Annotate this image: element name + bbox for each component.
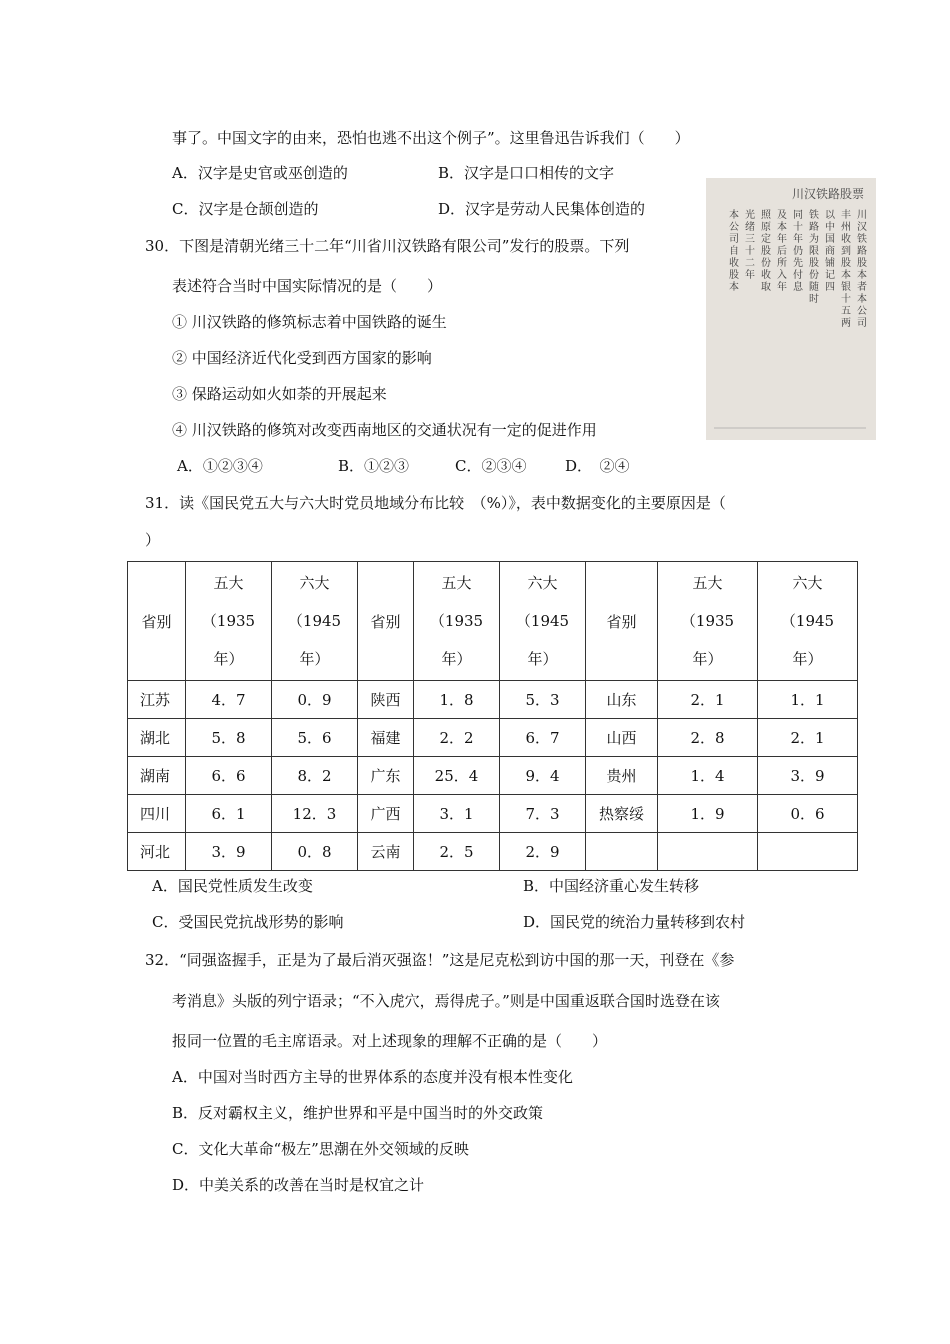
stamp-character: 司 (857, 318, 867, 329)
party-member-distribution-table (127, 561, 858, 871)
q30-stem-line1: 30．下图是清朝光绪三十二年“川省川汉铁路有限公司”发行的股票。下列 (145, 237, 630, 255)
stamp-character: 两 (841, 318, 851, 329)
stamp-character: 同 (793, 210, 803, 221)
stamp-character: 公 (729, 222, 739, 233)
stamp-character: 者 (857, 282, 867, 293)
table-cell: 2．5 (414, 833, 500, 871)
stamp-character: 股 (761, 246, 771, 257)
q31-stem: 31．读《国民党五大与六大时党员地域分布比较 （%）》，表中数据变化的主要原因是（ (145, 494, 726, 512)
table-cell: 8．2 (272, 757, 358, 795)
q30-item-3: ③ 保路运动如火如荼的开展起来 (172, 385, 387, 403)
table-cell: 湖南 (128, 757, 186, 795)
stamp-character: 本 (729, 210, 739, 221)
table-cell: 云南 (358, 833, 414, 871)
stamp-character: 到 (841, 246, 851, 257)
table-cell: 6．7 (500, 719, 586, 757)
stamp-character: 收 (761, 270, 771, 281)
table-cell: 6．1 (186, 795, 272, 833)
table-cell: 3．9 (186, 833, 272, 871)
stamp-character: 路 (857, 246, 867, 257)
q30-item-4: ④ 川汉铁路的修筑对改变西南地区的交通状况有一定的促进作用 (172, 421, 597, 439)
table-cell: 贵州 (586, 757, 658, 795)
table-cell: 1．4 (658, 757, 758, 795)
stamp-character: 收 (729, 258, 739, 269)
stamp-character: 限 (809, 246, 819, 257)
table-row (128, 757, 858, 795)
table-cell: 0．6 (758, 795, 858, 833)
q31-option-a[interactable]: A．国民党性质发生改变 (152, 877, 313, 895)
stamp-character: 本 (857, 270, 867, 281)
table-cell: 6．6 (186, 757, 272, 795)
table-cell: 25．4 (414, 757, 500, 795)
stamp-character: 定 (761, 234, 771, 245)
table-cell: 河北 (128, 833, 186, 871)
header-liuda: 六大 （1945 年） (272, 562, 358, 681)
stamp-character: 股 (809, 258, 819, 269)
stamp-character: 取 (761, 282, 771, 293)
table-cell: 湖北 (128, 719, 186, 757)
table-row (128, 719, 858, 757)
stamp-character: 收 (841, 234, 851, 245)
stamp-character: 绪 (745, 222, 755, 233)
stamp-character: 国 (825, 234, 835, 245)
stamp-character: 四 (825, 282, 835, 293)
table-cell: 7．3 (500, 795, 586, 833)
stamp-character: 自 (729, 246, 739, 257)
header-province: 省别 (128, 562, 186, 681)
q29-option-b[interactable]: B．汉字是口口相传的文字 (438, 164, 615, 182)
stamp-character: 所 (777, 258, 787, 269)
table-row (128, 795, 858, 833)
stamp-character: 年 (777, 282, 787, 293)
header-liuda: 六大 （1945 年） (758, 562, 858, 681)
stamp-character: 记 (825, 270, 835, 281)
q32-option-a[interactable]: A．中国对当时西方主导的世界体系的态度并没有根本性变化 (172, 1068, 573, 1086)
table-cell: 12．3 (272, 795, 358, 833)
table-header-row (128, 562, 858, 681)
stamp-character: 为 (809, 234, 819, 245)
q30-option-b[interactable]: B．①②③ (338, 457, 410, 475)
q30-option-a[interactable]: A．①②③④ (177, 457, 263, 475)
table-cell: 2．1 (658, 681, 758, 719)
table-cell: 0．8 (272, 833, 358, 871)
q32-stem-line2: 考消息》头版的列宁语录；“不入虎穴，焉得虎子。”则是中国重返联合国时选登在该 (172, 992, 720, 1010)
q30-option-c[interactable]: C．②③④ (455, 457, 527, 475)
stamp-character: 时 (809, 294, 819, 305)
stamp-character: 司 (729, 234, 739, 245)
stamp-character: 年 (777, 234, 787, 245)
table-row (128, 833, 858, 871)
stamp-character: 份 (809, 270, 819, 281)
table-cell: 2．8 (658, 719, 758, 757)
stamp-character: 息 (793, 282, 803, 293)
table-cell: 广东 (358, 757, 414, 795)
stamp-character: 川 (857, 210, 867, 221)
q29-option-d[interactable]: D．汉字是劳动人民集体创造的 (438, 200, 646, 218)
stamp-character: 本 (857, 294, 867, 305)
table-cell: 5．8 (186, 719, 272, 757)
stamp-character: 份 (761, 258, 771, 269)
table-cell: 3．1 (414, 795, 500, 833)
table-cell: 5．6 (272, 719, 358, 757)
stamp-character: 五 (841, 306, 851, 317)
table-cell: 4．7 (186, 681, 272, 719)
q32-stem-line3: 报同一位置的毛主席语录。对上述现象的理解不正确的是（ ） (172, 1032, 608, 1050)
stamp-character: 十 (841, 294, 851, 305)
table-cell: 四川 (128, 795, 186, 833)
q31-stem-tail: ） (145, 531, 161, 549)
q31-option-b[interactable]: B．中国经济重心发生转移 (523, 877, 700, 895)
stamp-title: 川汉铁路股票 (791, 187, 864, 201)
stamp-character: 以 (825, 210, 835, 221)
stamp-character: 付 (793, 270, 803, 281)
header-province: 省别 (586, 562, 658, 681)
stamp-character: 中 (825, 222, 835, 233)
q32-option-c[interactable]: C．文化大革命“极左”思潮在外交领域的反映 (172, 1140, 469, 1158)
stamp-character: 本 (729, 282, 739, 293)
stamp-character: 汉 (857, 222, 867, 233)
q30-stem-line2: 表述符合当时中国实际情况的是（ ） (172, 277, 443, 295)
table-cell: 江苏 (128, 681, 186, 719)
table-cell: 广西 (358, 795, 414, 833)
table-cell: 山东 (586, 681, 658, 719)
q31-option-c[interactable]: C．受国民党抗战形势的影响 (152, 913, 344, 931)
table-cell: 0．9 (272, 681, 358, 719)
stamp-character: 仍 (793, 246, 803, 257)
stamp-character: 股 (857, 258, 867, 269)
table-cell: 2．9 (500, 833, 586, 871)
stamp-character: 股 (841, 258, 851, 269)
table-cell: 1．8 (414, 681, 500, 719)
stamp-character: 年 (745, 270, 755, 281)
stamp-character: 铺 (825, 258, 835, 269)
stamp-character: 股 (729, 270, 739, 281)
stamp-character: 州 (841, 222, 851, 233)
stamp-character: 三 (745, 234, 755, 245)
stamp-character: 十 (793, 222, 803, 233)
railway-stock-certificate-image (706, 178, 876, 440)
q29-option-a[interactable]: A．汉字是史官或巫创造的 (172, 164, 348, 182)
q29-stem-tail: 事了。中国文字的由来，恐怕也逃不出这个例子”。这里鲁迅告诉我们（ ） (172, 129, 690, 147)
stamp-character: 铁 (809, 210, 819, 221)
stamp-character: 光 (745, 210, 755, 221)
table-cell (586, 833, 658, 871)
header-wuda: 五大 （1935 年） (658, 562, 758, 681)
q30-item-1: ① 川汉铁路的修筑标志着中国铁路的诞生 (172, 313, 447, 331)
stamp-character: 及 (777, 210, 787, 221)
stamp-character: 原 (761, 222, 771, 233)
header-wuda: 五大 （1935 年） (414, 562, 500, 681)
header-wuda: 五大 （1935 年） (186, 562, 272, 681)
stamp-character: 丰 (841, 210, 851, 221)
stamp-character: 十 (745, 246, 755, 257)
stamp-character: 商 (825, 246, 835, 257)
q32-option-d[interactable]: D．中美关系的改善在当时是权宜之计 (172, 1176, 425, 1194)
q31-option-d[interactable]: D．国民党的统治力量转移到农村 (523, 913, 746, 931)
stamp-character: 二 (745, 258, 755, 269)
stamp-character: 路 (809, 222, 819, 233)
q30-item-2: ② 中国经济近代化受到西方国家的影响 (172, 349, 432, 367)
header-liuda: 六大 （1945 年） (500, 562, 586, 681)
q30-option-d[interactable]: D． ②④ (565, 457, 630, 475)
header-province: 省别 (358, 562, 414, 681)
q32-stem-line1: 32．“同强盗握手，正是为了最后消灭强盗！”这是尼克松到访中国的那一天，刊登在《参 (145, 951, 735, 969)
stock-certificate-drawing (706, 178, 876, 440)
stamp-character: 随 (809, 282, 819, 293)
table-cell: 福建 (358, 719, 414, 757)
table-cell: 2．1 (758, 719, 858, 757)
table-cell (658, 833, 758, 871)
stamp-character: 照 (761, 210, 771, 221)
q29-option-c[interactable]: C．汉字是仓颉创造的 (172, 200, 319, 218)
stamp-character: 铁 (857, 234, 867, 245)
stamp-character: 年 (793, 234, 803, 245)
stamp-character: 本 (777, 222, 787, 233)
stamp-character: 本 (841, 270, 851, 281)
table-cell (758, 833, 858, 871)
stamp-character: 后 (777, 246, 787, 257)
stamp-character: 先 (793, 258, 803, 269)
table-cell: 9．4 (500, 757, 586, 795)
table-cell: 热察绥 (586, 795, 658, 833)
table-cell: 2．2 (414, 719, 500, 757)
table-row (128, 681, 858, 719)
q32-option-b[interactable]: B．反对霸权主义，维护世界和平是中国当时的外交政策 (172, 1104, 544, 1122)
table-cell: 1．1 (758, 681, 858, 719)
table-cell: 5．3 (500, 681, 586, 719)
table-cell: 3．9 (758, 757, 858, 795)
stamp-character: 银 (841, 282, 851, 293)
stamp-character: 入 (777, 270, 787, 281)
table-cell: 山西 (586, 719, 658, 757)
table-cell: 陕西 (358, 681, 414, 719)
table-cell: 1．9 (658, 795, 758, 833)
stamp-character: 公 (857, 306, 867, 317)
